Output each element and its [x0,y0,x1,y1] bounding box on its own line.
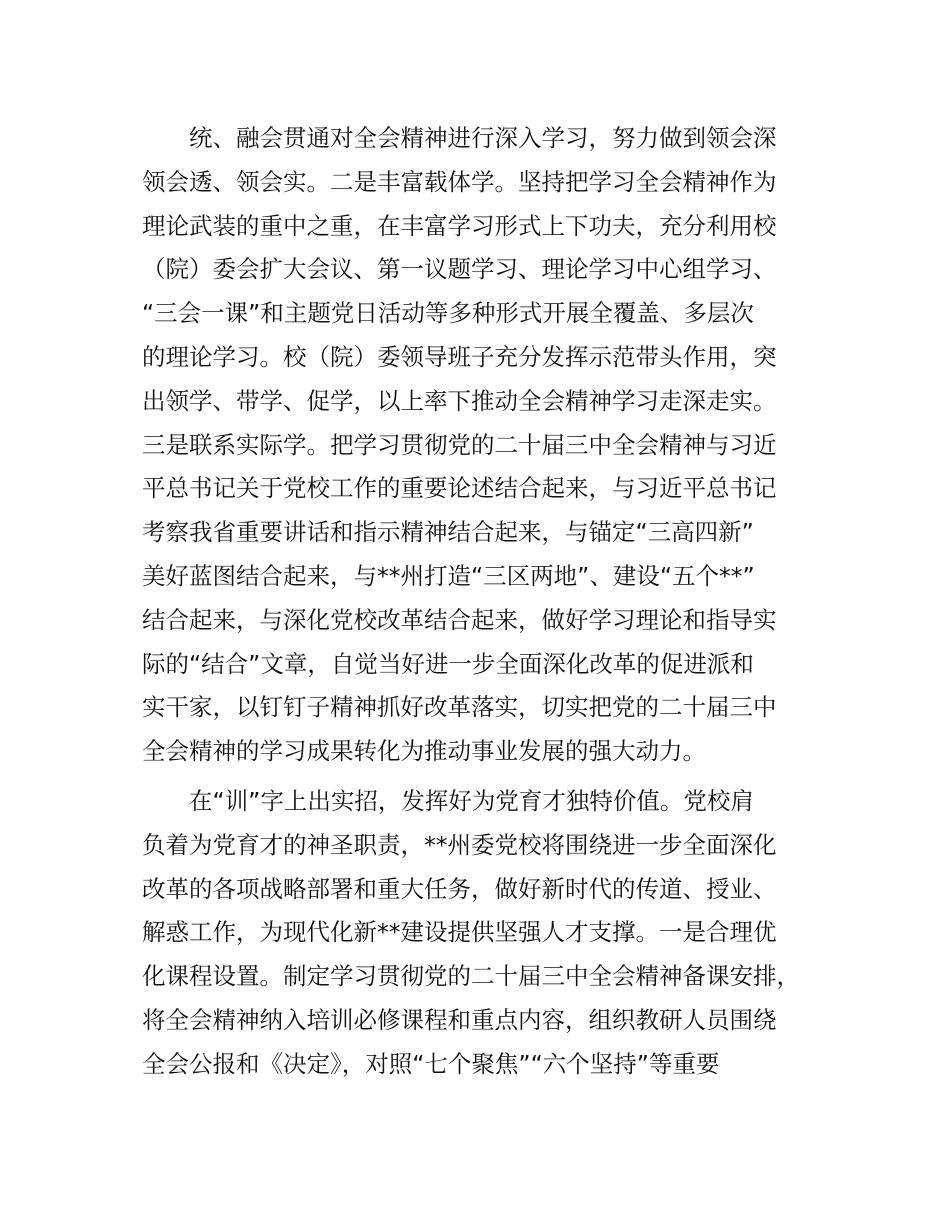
text-line: 出领学、带学、促学，以上率下推动全会精神学习走深走实。 [142,386,777,415]
text-line: 解惑工作，为现代化新**建设提供坚强人才支撑。一是合理优 [142,918,777,947]
text-line: 理论武装的重中之重，在丰富学习形式上下功夫，充分利用校 [142,211,777,240]
text-line: 在“训”字上出实招，发挥好为党育才独特价值。党校肩 [189,786,754,815]
text-line: 结合起来，与深化党校改革结合起来，做好学习理论和指导实 [142,605,777,634]
text-line: 三是联系实际学。把学习贯彻党的二十届三中全会精神与习近 [142,430,777,459]
text-line: 全会精神的学习成果转化为推动事业发展的强大动力。 [142,737,706,766]
text-line: 考察我省重要讲话和指示精神结合起来，与锚定“三高四新” [142,518,754,547]
paragraph-1 [142,117,832,774]
text-line: 将全会精神纳入培训必修课程和重点内容，组织教研人员围绕 [142,1005,777,1034]
text-line: 际的“结合”文章，自觉当好进一步全面深化改革的促进派和 [142,649,754,678]
document-body [142,117,832,1087]
text-line: 领会透、领会实。二是丰富载体学。坚持把学习全会精神作为 [142,167,777,196]
paragraph-2 [142,780,832,1087]
text-line: 实干家，以钉钉子精神抓好改革落实，切实把党的二十届三中 [142,693,777,722]
text-line: 负着为党育才的神圣职责，**州委党校将围绕进一步全面深化 [142,830,777,859]
text-line: 改革的各项战略部署和重大任务，做好新时代的传道、授业、 [142,874,777,903]
text-line: 化课程设置。制定学习贯彻党的二十届三中全会精神备课安排， [142,962,800,991]
text-line: “三会一课”和主题党日活动等多种形式开展全覆盖、多层次 [142,299,754,328]
text-line: 平总书记关于党校工作的重要论述结合起来，与习近平总书记 [142,474,777,503]
text-line: （院）委会扩大会议、第一议题学习、理论学习中心组学习、 [142,255,777,284]
text-line: 全会公报和《决定》，对照“七个聚焦”“六个坚持”等重要 [142,1049,720,1078]
text-line: 的理论学习。校（院）委领导班子充分发挥示范带头作用，突 [142,342,777,371]
text-line: 美好蓝图结合起来，与**州打造“三区两地”、建设“五个**” [142,561,755,590]
text-line: 统、融会贯通对全会精神进行深入学习，努力做到领会深 [189,124,777,152]
